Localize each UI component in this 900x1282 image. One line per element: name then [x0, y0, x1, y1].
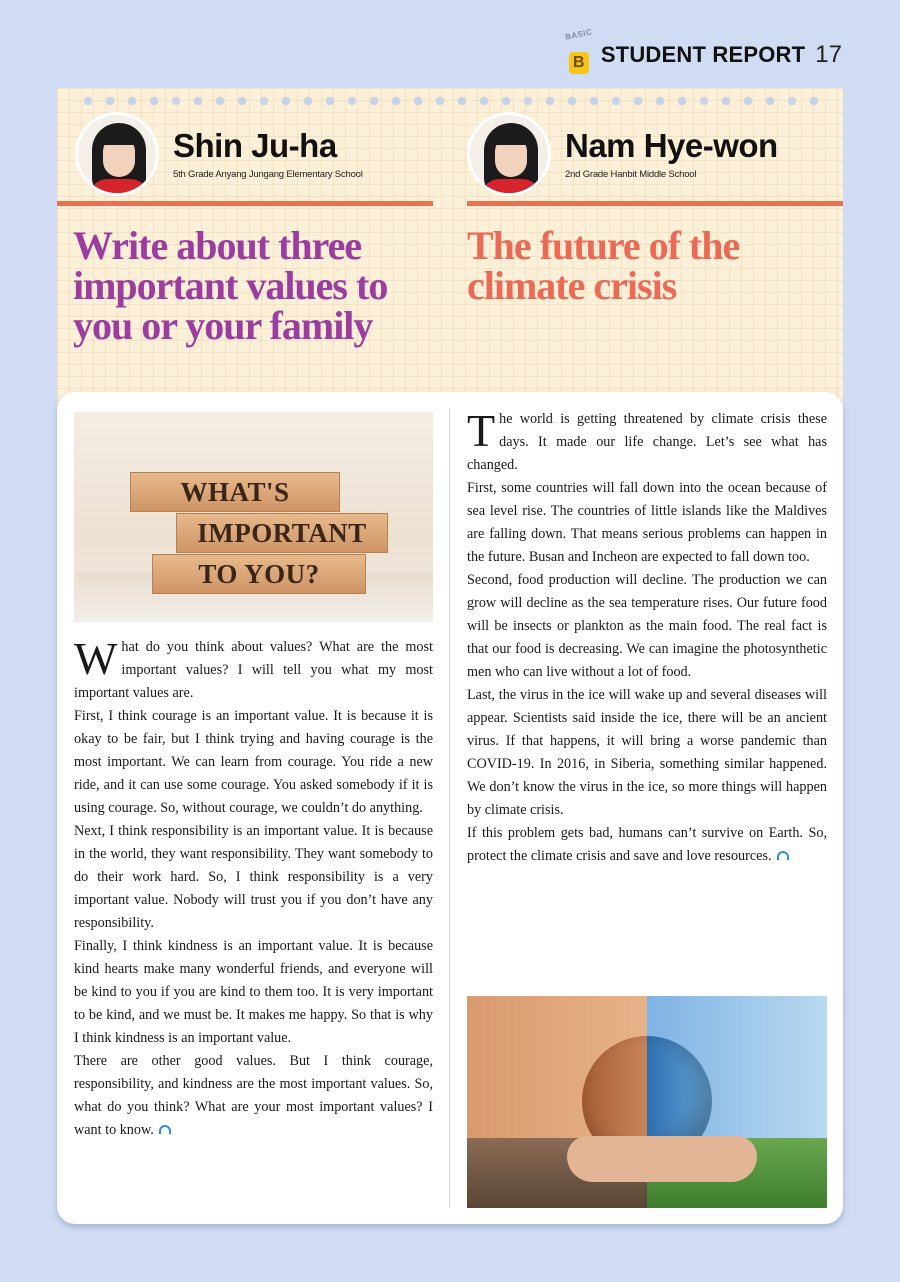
right-article-title: The future of the climate crisis	[467, 223, 740, 308]
headphones-icon	[777, 851, 789, 860]
left-author-avatar	[75, 112, 159, 196]
hands-icon	[567, 1136, 757, 1182]
headphones-icon	[159, 1125, 171, 1134]
page-number: 17	[815, 41, 842, 68]
right-divider-rule	[467, 201, 843, 206]
wood-block-1: WHAT'S	[130, 472, 340, 512]
right-paragraph-1-text: he world is getting threatened by climate crisis these days. It made our life change. Let’s see what has changed.	[467, 411, 827, 473]
right-author	[467, 112, 778, 196]
content-card	[57, 392, 843, 1224]
left-author-name: Shin Ju-ha	[173, 126, 337, 164]
right-paragraph-2: First, some countries will fall down into the ocean because of sea level rise. The countries of little islands like the Maldives are falling down. That means serious problems can happen in the future. Busan and Incheon are expected to fall down too.	[467, 480, 827, 565]
left-paragraph-2: First, I think courage is an important value. It is because it is okay to be fair, but I think trying and having courage is the most important. We can learn from courage. You ride a new ride, and it can use some courage. You asked somebody if it is using courage. So, without courage, we couldn’t do anything.	[74, 708, 433, 816]
right-paragraph-5	[467, 822, 827, 868]
right-paragraph-3: Second, food production will decline. The production we can grow will decline as the sea temperature rises. Our future food will be insects or plankton as the main food. The real fact is that our food is decreasing. We can imagine the photosynthetic men who can live without a lot of food.	[467, 572, 827, 680]
authors-banner	[57, 88, 843, 418]
left-paragraph-1-text: hat do you think about values? What are the most important values? I will tell you what my most important values are.	[74, 639, 433, 701]
left-dropcap: W	[74, 633, 118, 684]
right-author-avatar	[467, 112, 551, 196]
right-article-body	[467, 405, 827, 868]
right-dropcap: T	[467, 405, 496, 456]
wood-block-3: TO YOU?	[152, 554, 366, 594]
left-article-title: Write about three important values to you or your family	[73, 223, 388, 348]
report-title: STUDENT REPORT	[600, 42, 806, 67]
right-author-school: 2nd Grade Hanbit Middle School	[565, 168, 697, 180]
earth-in-hands-image	[467, 996, 827, 1208]
left-paragraph-5-text: There are other good values. But I think courage, responsibility, and kindness are the most important values. So, what do you think? What are your most important values? I want to know.	[74, 1053, 433, 1138]
left-author	[75, 112, 363, 196]
left-divider-rule	[57, 201, 433, 206]
column-divider	[449, 408, 450, 1208]
decorative-dots	[77, 96, 823, 106]
right-author-name: Nam Hye-won	[565, 126, 778, 164]
right-paragraph-1	[467, 405, 827, 477]
left-paragraph-4: Finally, I think kindness is an important value. It is because kind hearts make many wonderful friends, and everyone will be kind to you if you are kind to them too. It is very important to be kind, and we must be. It makes me happy. So that is why I think kindness is an important value.	[74, 938, 433, 1046]
page-header	[564, 27, 842, 74]
right-paragraph-4: Last, the virus in the ice will wake up and several diseases will appear. Scientists said inside the ice, there will be an ancient virus. If that happens, it will bring a worse pandemic than COVID-19. In 2016, in Siberia, something similar happened. We don’t know the virus in the ice, so more things will happen by climate crisis.	[467, 687, 827, 818]
basic-badge-icon	[564, 27, 593, 74]
left-paragraph-1	[74, 633, 433, 705]
right-paragraph-5-text: If this problem gets bad, humans can’t survive on Earth. So, protect the climate crisis and save and love resources.	[467, 825, 827, 864]
left-article-body	[74, 633, 433, 1142]
left-author-school: 5th Grade Anyang Jungang Elementary School	[173, 168, 363, 180]
wood-block-2: IMPORTANT	[176, 513, 388, 553]
left-paragraph-5	[74, 1050, 433, 1142]
left-paragraph-3: Next, I think responsibility is an important value. It is because in the world, they want responsibility. They want somebody to do their work hard. So, I think responsibility is a very important value. Nobody will trust you if you don’t have any responsibility.	[74, 823, 433, 931]
whats-important-image	[74, 412, 433, 622]
badge-level-label: BASIC	[564, 27, 593, 42]
badge-letter: B	[569, 52, 589, 74]
